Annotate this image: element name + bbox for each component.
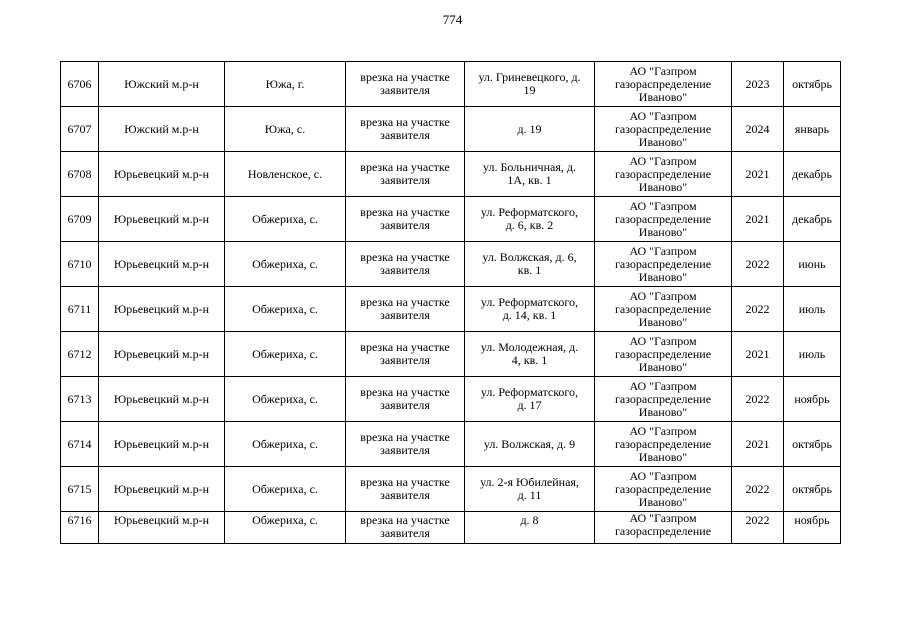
locality-cell: Обжериха, с. <box>225 287 346 332</box>
organization-cell: АО "Газпром газораспределение Иваново" <box>595 422 732 467</box>
table-row <box>61 287 841 332</box>
month-cell: январь <box>784 107 841 152</box>
connection-cell: врезка на участке заявителя <box>346 152 465 197</box>
district-cell: Юрьевецкий м.р-н <box>99 422 225 467</box>
page-number: 774 <box>442 12 463 27</box>
address-cell: ул. Реформатского, д. 17 <box>465 377 595 422</box>
year-cell: 2024 <box>732 107 784 152</box>
table-row <box>61 242 841 287</box>
address-cell: ул. Реформатского, д. 6, кв. 2 <box>465 197 595 242</box>
year-cell: 2021 <box>732 422 784 467</box>
district-cell: Юрьевецкий м.р-н <box>99 377 225 422</box>
month-cell: октябрь <box>784 62 841 107</box>
locality-cell: Обжериха, с. <box>225 242 346 287</box>
row-id: 6713 <box>61 377 99 422</box>
table-row <box>61 332 841 377</box>
table-row <box>61 467 841 512</box>
locality-cell: Новленское, с. <box>225 152 346 197</box>
month-cell: декабрь <box>784 152 841 197</box>
table-row <box>61 422 841 467</box>
district-cell: Южский м.р-н <box>99 62 225 107</box>
district-cell: Южский м.р-н <box>99 107 225 152</box>
connection-cell: врезка на участке заявителя <box>346 287 465 332</box>
year-cell: 2022 <box>732 287 784 332</box>
row-id: 6716 <box>61 512 99 544</box>
gasification-table <box>60 61 841 544</box>
table-row <box>61 62 841 107</box>
address-cell: ул. Волжская, д. 9 <box>465 422 595 467</box>
table-body <box>61 62 841 544</box>
row-id: 6714 <box>61 422 99 467</box>
address-cell: ул. Волжская, д. 6, кв. 1 <box>465 242 595 287</box>
connection-cell: врезка на участке заявителя <box>346 377 465 422</box>
row-id: 6712 <box>61 332 99 377</box>
table-row <box>61 512 841 544</box>
connection-cell: врезка на участке заявителя <box>346 242 465 287</box>
organization-cell: АО "Газпром газораспределение Иваново" <box>595 332 732 377</box>
locality-cell: Обжериха, с. <box>225 377 346 422</box>
locality-cell: Обжериха, с. <box>225 332 346 377</box>
row-id: 6715 <box>61 467 99 512</box>
table-row <box>61 377 841 422</box>
table-row <box>61 107 841 152</box>
district-cell: Юрьевецкий м.р-н <box>99 197 225 242</box>
year-cell: 2021 <box>732 197 784 242</box>
address-cell: ул. Молодежная, д. 4, кв. 1 <box>465 332 595 377</box>
year-cell: 2022 <box>732 467 784 512</box>
month-cell: июль <box>784 332 841 377</box>
row-id: 6707 <box>61 107 99 152</box>
row-id: 6708 <box>61 152 99 197</box>
district-cell: Юрьевецкий м.р-н <box>99 512 225 544</box>
organization-cell: АО "Газпром газораспределение Иваново" <box>595 62 732 107</box>
month-cell: декабрь <box>784 197 841 242</box>
connection-cell: врезка на участке заявителя <box>346 197 465 242</box>
address-cell: ул. Гриневецкого, д. 19 <box>465 62 595 107</box>
locality-cell: Южа, с. <box>225 107 346 152</box>
district-cell: Юрьевецкий м.р-н <box>99 332 225 377</box>
locality-cell: Обжериха, с. <box>225 422 346 467</box>
connection-cell: врезка на участке заявителя <box>346 332 465 377</box>
year-cell: 2022 <box>732 242 784 287</box>
address-cell: ул. 2-я Юбилейная, д. 11 <box>465 467 595 512</box>
connection-cell: врезка на участке заявителя <box>346 467 465 512</box>
organization-cell: АО "Газпром газораспределение Иваново" <box>595 152 732 197</box>
locality-cell: Южа, г. <box>225 62 346 107</box>
year-cell: 2022 <box>732 377 784 422</box>
district-cell: Юрьевецкий м.р-н <box>99 287 225 332</box>
month-cell: июль <box>784 287 841 332</box>
address-cell: ул. Больничная, д. 1А, кв. 1 <box>465 152 595 197</box>
district-cell: Юрьевецкий м.р-н <box>99 467 225 512</box>
connection-cell: врезка на участке заявителя <box>346 107 465 152</box>
address-cell: д. 8 <box>465 512 595 544</box>
organization-cell: АО "Газпром газораспределение Иваново" <box>595 467 732 512</box>
district-cell: Юрьевецкий м.р-н <box>99 242 225 287</box>
month-cell: ноябрь <box>784 512 841 544</box>
organization-cell: АО "Газпром газораспределение Иваново" <box>595 197 732 242</box>
year-cell: 2022 <box>732 512 784 544</box>
month-cell: октябрь <box>784 422 841 467</box>
organization-cell: АО "Газпром газораспределение <box>595 512 732 544</box>
organization-cell: АО "Газпром газораспределение Иваново" <box>595 107 732 152</box>
year-cell: 2021 <box>732 332 784 377</box>
row-id: 6706 <box>61 62 99 107</box>
connection-cell: врезка на участке заявителя <box>346 62 465 107</box>
connection-cell: врезка на участке заявителя <box>346 512 465 544</box>
row-id: 6711 <box>61 287 99 332</box>
organization-cell: АО "Газпром газораспределение Иваново" <box>595 242 732 287</box>
month-cell: июнь <box>784 242 841 287</box>
row-id: 6709 <box>61 197 99 242</box>
locality-cell: Обжериха, с. <box>225 512 346 544</box>
locality-cell: Обжериха, с. <box>225 467 346 512</box>
locality-cell: Обжериха, с. <box>225 197 346 242</box>
year-cell: 2021 <box>732 152 784 197</box>
address-cell: д. 19 <box>465 107 595 152</box>
row-id: 6710 <box>61 242 99 287</box>
organization-cell: АО "Газпром газораспределение Иваново" <box>595 287 732 332</box>
connection-cell: врезка на участке заявителя <box>346 422 465 467</box>
organization-cell: АО "Газпром газораспределение Иваново" <box>595 377 732 422</box>
year-cell: 2023 <box>732 62 784 107</box>
table-row <box>61 197 841 242</box>
district-cell: Юрьевецкий м.р-н <box>99 152 225 197</box>
address-cell: ул. Реформатского, д. 14, кв. 1 <box>465 287 595 332</box>
table-row <box>61 152 841 197</box>
month-cell: октябрь <box>784 467 841 512</box>
month-cell: ноябрь <box>784 377 841 422</box>
